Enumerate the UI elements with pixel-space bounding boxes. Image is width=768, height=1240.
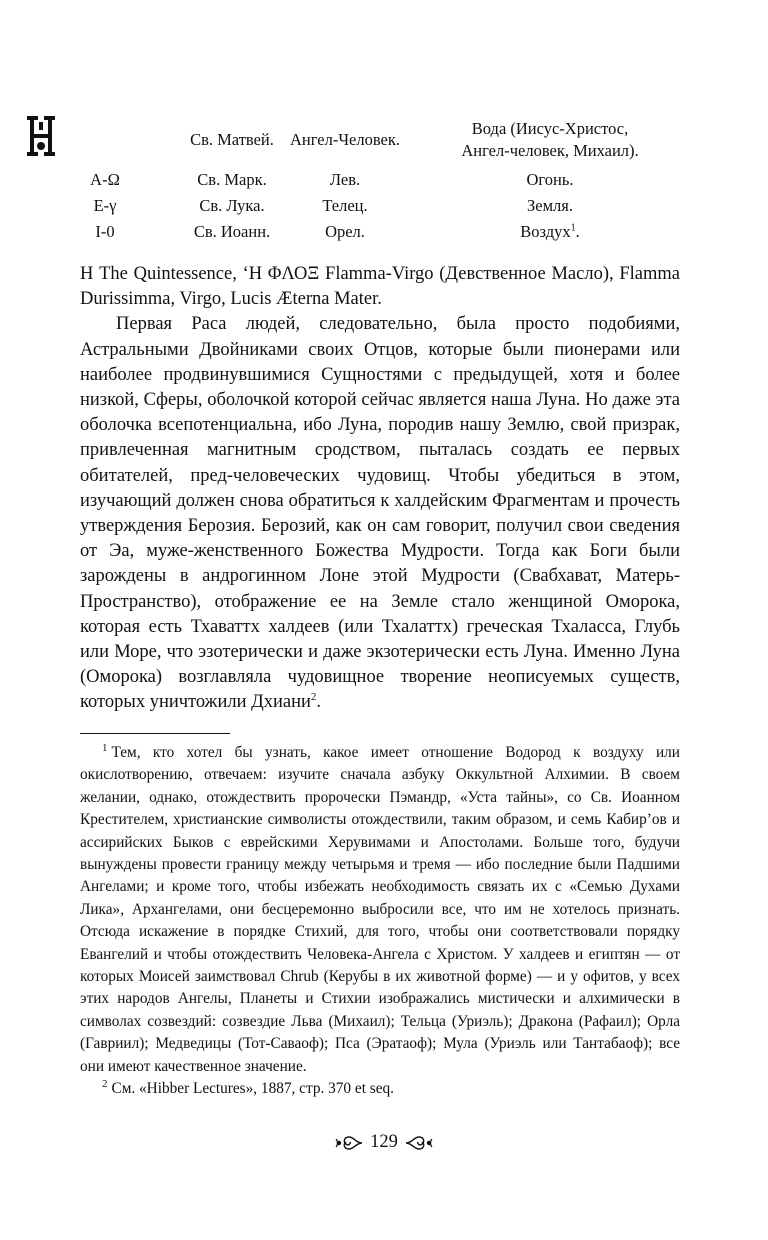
main-text xyxy=(80,262,680,716)
table-cell-letters: A-Ω xyxy=(90,170,120,189)
table-cell-evangelist: Св. Марк. xyxy=(197,170,267,189)
table-cell-evangelist: Св. Иоанн. xyxy=(193,222,271,241)
footnote-divider xyxy=(80,733,230,734)
page-number: 129 xyxy=(370,1132,398,1153)
table-row xyxy=(80,196,680,222)
footnote-number: 2 xyxy=(102,1078,108,1090)
footnotes xyxy=(80,742,680,1101)
element-line-1: Вода (Иисус-Христос, xyxy=(471,119,629,138)
page-number-block xyxy=(300,1132,468,1162)
footnote-1 xyxy=(80,742,680,1078)
table-cell-element: Земля. xyxy=(527,196,573,215)
hebrew-letter-glyph-icon xyxy=(24,112,58,160)
table-cell-creature: Орел. xyxy=(325,222,365,241)
table-row xyxy=(80,170,680,196)
table-cell-evangelist: Св. Лука. xyxy=(199,196,265,215)
table-cell-creature: Лев. xyxy=(329,170,361,189)
paragraph-text: Первая Раса людей, следовательно, была просто подобиями, Астральными Двойниками своих Отцов, которые были пионерами или наиболее продвинувшимися Сущностями с предыдущей, хотя и более низкой, Сферы, оболочкой которой сейчас является наша Луна. Но даже эта оболочка всепотенциальна, ибо Луна, породив нашу Землю, свой призрак, привлеченная магнитным сродством, пыталась создать ее первых обитателей, пред-человеческих чудовищ. Чтобы убедиться в этом, изучающий должен снова обратиться к халдейским Фрагментам и прочесть утверждения Берозия. Берозий, как он сам говорит, получил свои сведения от Эа, муже-женственного Божества Мудрости. Тогда как Боги были зарождены в андрогинном Лоне этой Мудрости (Свабхават, Матерь-Пространство), отображение ее на Земле стало женщиной Оморока, которая есть Тхаваттх халдеев (или Тхалаттх) греческая Тхаласса, Глубь или Море, что эзотерически и даже экзотерически есть Луна. Именно Луна (Оморока) возглавляла чудовищное творение неописуемых существ, которых уничтожили Дхиани xyxy=(80,314,680,713)
element-text: Воздух xyxy=(520,222,571,241)
footnote-ref-2[interactable]: 2 xyxy=(310,691,317,704)
floral-ornament-icon xyxy=(334,1134,364,1152)
table-row xyxy=(80,110,680,170)
element-line-2: Ангел-человек, Михаил). xyxy=(461,141,639,160)
paragraph-first-race xyxy=(80,312,680,715)
correspondence-table xyxy=(80,110,680,248)
table-cell-element: Огонь. xyxy=(526,170,574,189)
footnote-ref-1[interactable]: 1 xyxy=(570,222,576,234)
table-row xyxy=(80,222,680,248)
footnote-text: См. «Hibber Lectures», 1887, стр. 370 et seq. xyxy=(111,1080,394,1098)
paragraph-end: . xyxy=(316,692,322,713)
table-cell-element xyxy=(420,222,680,242)
footnote-2 xyxy=(80,1078,680,1100)
table-cell-letters: I-0 xyxy=(95,222,115,241)
table-cell-creature: Ангел-Человек. xyxy=(289,130,401,149)
footnote-text: Тем, кто хотел бы узнать, какое имеет отношение Водород к воздуху или окислотворению, отвечаем: изучите сначала азбуку Оккультной Алхимии. В своем желании, однако, отождествить пророчески Пэмандр, «Уста тайны», со Св. Иоанном Крестителем, христианские символисты отождествили, таким образом, и семь Кабир’ов и ассирийских Быков с еврейскими Херувимами и Апостолами. Больше того, будучи вынуждены провести границу между четырьмя и тремя — ибо последние были Падшими Ангелами; и кроме того, чтобы избежать необходимость связать их с «Семью Духами Лика», Архангелами, они бесцеремонно выбросили все, что им не хотелось признать. Отсюда искажение в порядке Стихий, для того, чтобы они соответствовали порядку Евангелий и чтобы отождествить Человека-Ангела с Христом. У халдеев и египтян — от которых Моисей заимствовал Chrub (Керубы в их животной форме) — и у офитов, у всех этих народов Ангелы, Планеты и Стихии изображались мистически и алхимически в символах созвездий: созвездие Льва (Михаил); Тельца (Уриэль); Дракона (Рафаил); Орла (Гавриил); Медведицы (Тот-Саваоф); Пса (Эратаоф); Мула (Уриэль или Тантабаоф); все они имеют качественное значение. xyxy=(80,744,680,1075)
table-cell-evangelist: Св. Матвей. xyxy=(190,130,274,149)
footnote-number: 1 xyxy=(102,741,108,754)
table-cell-creature: Телец. xyxy=(322,196,368,215)
table-cell-letters: E-γ xyxy=(93,196,117,215)
floral-ornament-icon xyxy=(404,1134,434,1152)
element-end: . xyxy=(575,222,580,241)
table-cell-element xyxy=(420,118,680,162)
paragraph-quintessence: Η The Quintessence, ‘Η ΦΛΟΞ Flamma-Virgo (Девственное Масло), Flamma Durissimma, Virgo, Lucis Æterna Mater. xyxy=(80,264,680,310)
